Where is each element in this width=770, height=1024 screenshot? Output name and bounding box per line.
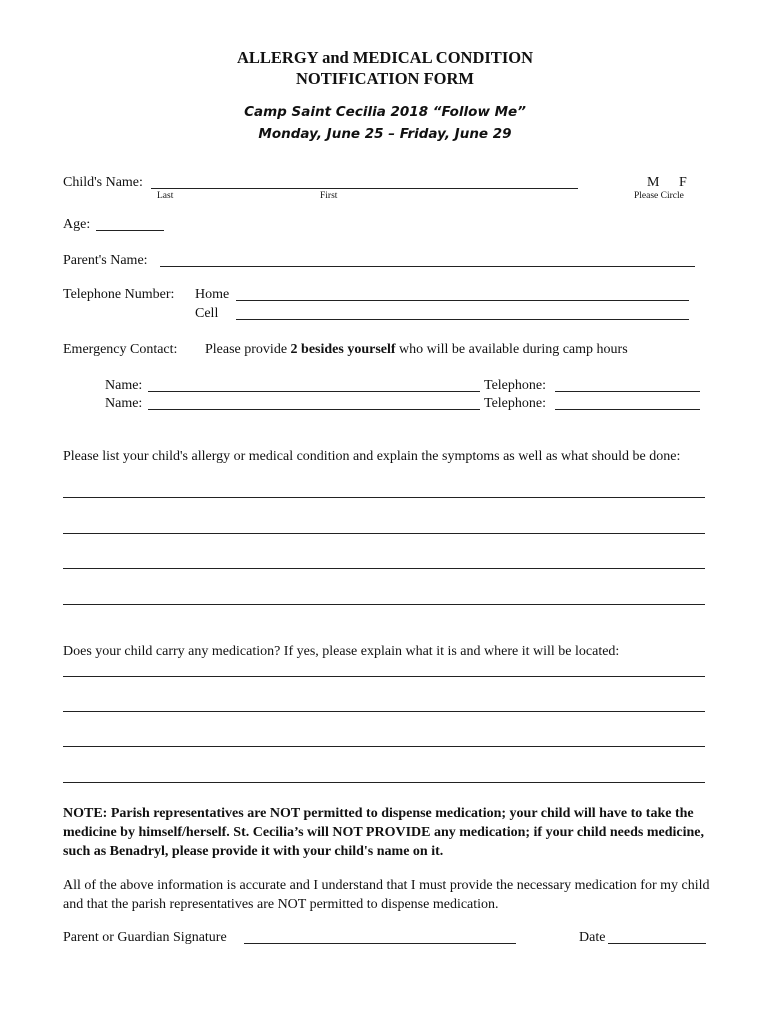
age-label: Age: <box>63 217 91 232</box>
home-phone-label: Home <box>195 287 230 302</box>
allergy-question: Please list your child's allergy or medical condition and explain the symptoms as well as what should be done: <box>63 449 681 464</box>
gender-hint: Please Circle <box>634 191 684 201</box>
camp-dates: Monday, June 25 – Friday, June 29 <box>258 126 512 142</box>
parent-name-field[interactable] <box>160 266 695 267</box>
emergency-tel-label-2: Telephone: <box>484 396 546 411</box>
emergency-name-label-1: Name: <box>105 378 143 393</box>
allergy-answer-line[interactable] <box>63 497 705 498</box>
cell-phone-field[interactable] <box>236 319 689 320</box>
child-name-field[interactable] <box>151 188 578 189</box>
allergy-answer-line[interactable] <box>63 533 705 534</box>
emergency-tel-label-1: Telephone: <box>484 378 546 393</box>
emergency-name-field-2[interactable] <box>148 409 480 410</box>
age-field[interactable] <box>96 230 164 231</box>
signature-label: Parent or Guardian Signature <box>63 930 227 945</box>
allergy-answer-line[interactable] <box>63 568 705 569</box>
emergency-contact-label: Emergency Contact: <box>63 342 178 357</box>
gender-m-option[interactable]: M <box>647 175 660 190</box>
camp-name: Camp Saint Cecilia 2018 “Follow Me” <box>244 104 526 120</box>
signature-field[interactable] <box>244 943 516 944</box>
emergency-name-field-1[interactable] <box>148 391 480 392</box>
date-field[interactable] <box>608 943 706 944</box>
emergency-instructions: Please provide 2 besides yourself who will be available during camp hours <box>205 342 628 357</box>
medication-answer-line[interactable] <box>63 746 705 747</box>
telephone-label: Telephone Number: <box>63 287 175 302</box>
form-title-line1: ALLERGY and MEDICAL CONDITION <box>237 48 533 67</box>
medication-answer-line[interactable] <box>63 782 705 783</box>
emergency-tel-field-2[interactable] <box>555 409 700 410</box>
home-phone-field[interactable] <box>236 300 689 301</box>
medication-question: Does your child carry any medication? If yes, please explain what it is and where it will be located: <box>63 644 620 659</box>
medication-note: NOTE: Parish representatives are NOT permitted to dispense medication; your child will have to take the medicine by himself/herself. St. Cecilia’s will NOT PROVIDE any medication; if your child needs medicine, such as Benadryl, please provide it with your child's name on it. <box>63 806 704 859</box>
form-title-line2: NOTIFICATION FORM <box>296 69 474 88</box>
gender-f-option[interactable]: F <box>679 175 687 190</box>
cell-phone-label: Cell <box>195 306 219 321</box>
medication-answer-line[interactable] <box>63 676 705 677</box>
agreement-statement: All of the above information is accurate and I understand that I must provide the necessary medication for my child and that the parish representatives are NOT permitted to dispense medication. <box>63 878 710 912</box>
emergency-tel-field-1[interactable] <box>555 391 700 392</box>
emergency-name-label-2: Name: <box>105 396 143 411</box>
date-label: Date <box>579 930 606 945</box>
medication-answer-line[interactable] <box>63 711 705 712</box>
first-name-hint: First <box>320 191 338 201</box>
parent-name-label: Parent's Name: <box>63 253 148 268</box>
last-name-hint: Last <box>157 191 174 201</box>
allergy-answer-line[interactable] <box>63 604 705 605</box>
child-name-label: Child's Name: <box>63 175 143 190</box>
